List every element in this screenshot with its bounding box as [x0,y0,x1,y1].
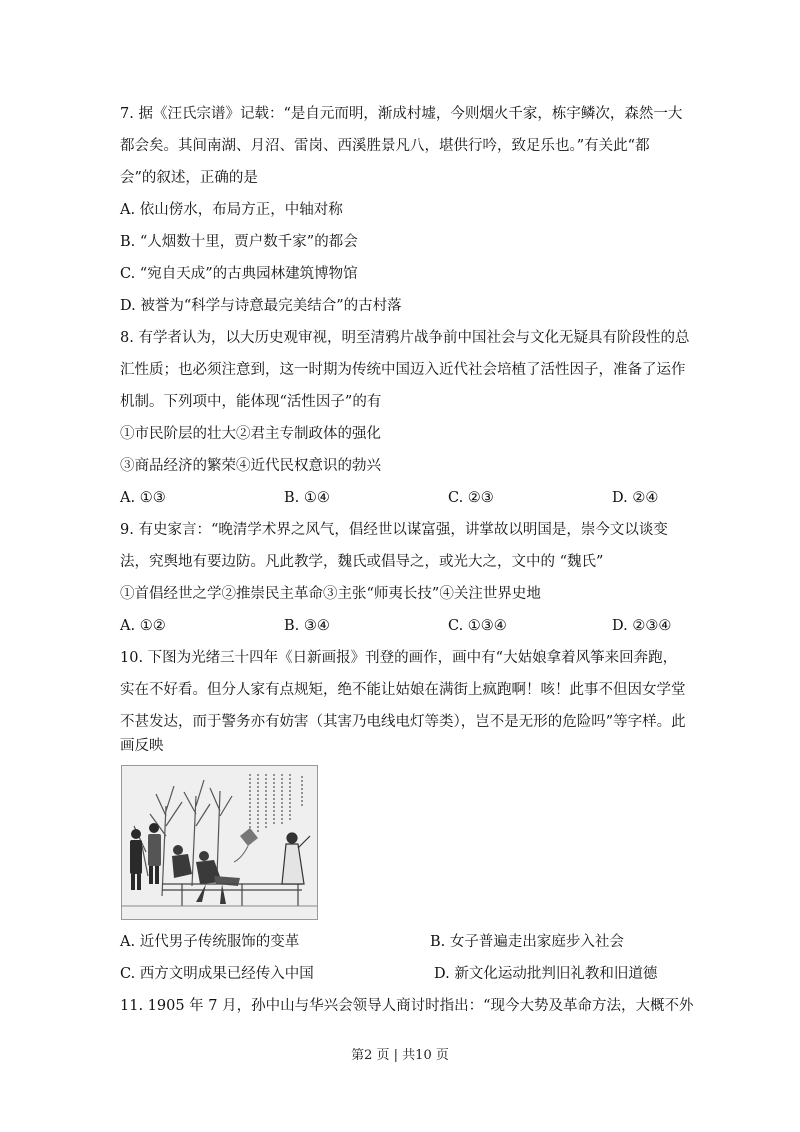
q7-option-b: B. “人烟数十里，贾户数千家”的都会 [120,234,358,250]
q9-option-b: B. ③④ [284,618,330,634]
page-footer: 第2 页 | 共10 页 [351,1048,449,1063]
q7-line-3: 会”的叙述，正确的是 [120,170,258,186]
q8-line-2: 汇性质；也必须注意到，这一时期为传统中国迈入近代社会培植了活性因子，准备了运作 [120,362,686,378]
q8-line-1: 8. 有学者认为，以大历史观审视，明至清鸦片战争前中国社会与文化无疑具有阶段性的总 [120,330,690,346]
q10-line-1: 10. 下图为光绪三十四年《日新画报》刊登的画作，画中有“大姑娘拿着风筝来回奔跑， [120,650,678,666]
q10-option-a: A. 近代男子传统服饰的变革 [120,934,300,950]
q7-option-c: C. “宛自天成”的古典园林建筑博物馆 [120,266,358,282]
q10-option-c: C. 西方文明成果已经传入中国 [120,966,314,982]
q9-option-c: C. ①③④ [448,618,507,634]
q8-option-a: A. ①③ [120,490,166,506]
rixin-huabao-illustration [121,765,318,920]
q9-option-a: A. ①② [120,618,166,634]
q11-line-1: 11. 1905 年 7 月，孙中山与华兴会领导人商讨时指出：“现今大势及革命方法，大概不外 [120,998,694,1014]
q8-line-3: 机制。下列项中，能体现“活性因子”的有 [120,394,382,410]
q9-option-d: D. ②③④ [612,618,672,634]
q9-line-2: 法，究舆地有要边防。凡此教学，魏氏或倡导之，或光大之，文中的 “魏氏” [120,554,604,570]
q7-option-a: A. 依山傍水，布局方正，中轴对称 [120,202,343,218]
q9-item-line: ①首倡经世之学②推崇民主革命③主张“师夷长技”④关注世界史地 [120,586,541,602]
q10-option-b: B. 女子普遍走出家庭步入社会 [430,934,624,950]
q10-line-4: 画反映 [120,738,164,754]
q8-option-d: D. ②④ [612,490,659,506]
q8-option-b: B. ①④ [284,490,330,506]
q8-option-c: C. ②③ [448,490,494,506]
q10-option-d: D. 新文化运动批判旧礼教和旧道德 [434,966,658,982]
q10-line-2: 实在不好看。但分人家有点规矩，绝不能让姑娘在满街上疯跑啊！咳！此事不但因女学堂 [120,682,686,698]
q10-line-3: 不甚发达，而于警务亦有妨害（其害乃电线电灯等类），岂不是无形的危险吗”等字样。此 [120,714,686,730]
q7-line-2: 都会矣。其间南湖、月沼、雷岗、西溪胜景凡八，堪供行吟，致足乐也。”有关此“都 [120,138,650,154]
q7-line-1: 7. 据《汪氏宗谱》记载：“是自元而明，渐成村墟，今则烟火千家，栋宇鳞次，森然一大 [120,106,683,122]
q9-line-1: 9. 有史家言：“晚清学术界之风气，倡经世以谋富强，讲掌故以明国是，崇今文以谈变 [120,522,668,538]
q7-option-d: D. 被誉为“科学与诗意最完美结合”的古村落 [120,298,402,314]
illustration-drawing [122,766,317,919]
q8-item-line-2: ③商品经济的繁荣④近代民权意识的勃兴 [120,458,381,474]
q8-item-line-1: ①市民阶层的壮大②君主专制政体的强化 [120,426,381,442]
